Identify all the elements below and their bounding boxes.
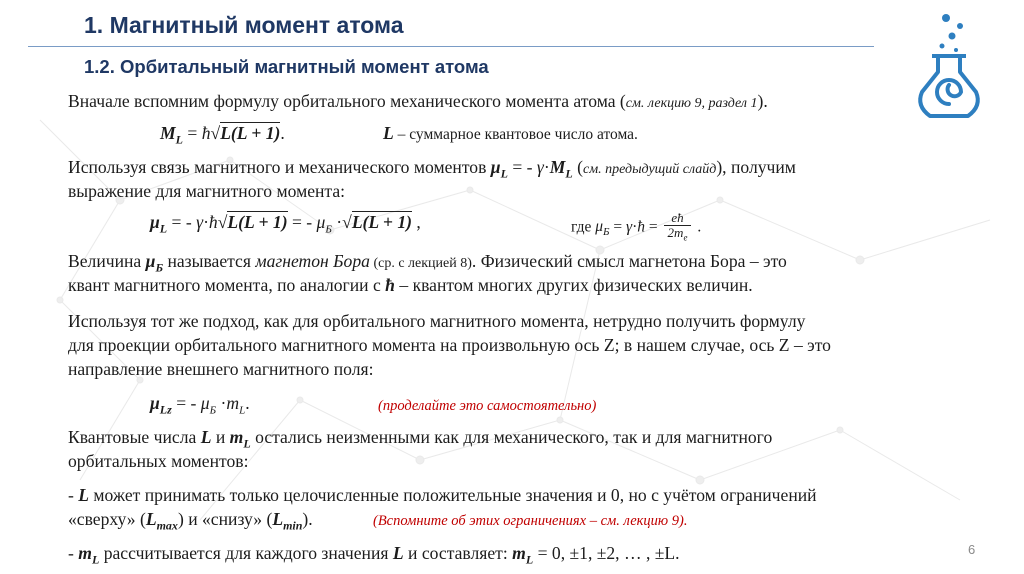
formula-mu-l: $\mu_L$ = - γ·ħ√L(L + 1) = - $\mu_Б \cdot√L(L + 1)$ , (150, 212, 421, 236)
bohr-magneton-line2: квант магнитного момента, по аналогии с ħ – квантом многих других физических величин. (68, 275, 753, 295)
bullet-ml-text-c: = 0, ±1, ±2, … , ±L. (533, 543, 680, 563)
intro-text: Вначале вспомним формулу орбитального механического момента атома ( (68, 91, 626, 111)
self-study-note: (проделайте это самостоятельно) (378, 398, 597, 414)
bullet-l-line: - L может принимать только целочисленные положительные значения и 0, но с учётом ограничений (68, 485, 817, 505)
bullet-l-dash: - (68, 485, 79, 505)
bullet-ml-dash: - (68, 543, 79, 563)
slide-subtitle: 1.2. Орбитальный магнитный момент атома (84, 56, 489, 77)
page-number: 6 (968, 542, 976, 557)
bullet-l-text: может принимать только целочисленные положительные значения и 0, но с учётом ограничений (89, 485, 817, 505)
bullet-ml-line: - $m_L$ рассчитывается для каждого значения L и составляет: $m_L = 0$, ±1, ±2, … , ±L. (68, 543, 680, 567)
using-relation-end: ), получим (716, 157, 796, 177)
bullet-l-line2-c: ). (302, 509, 313, 529)
bohr-line2-b: – квантом многих других физических величин. (394, 275, 753, 295)
quantum-text-b: и (211, 427, 230, 447)
title-divider (28, 46, 874, 47)
bullet-ml-text-b: и составляет: (403, 543, 513, 563)
quantum-text-c: остались неизменными как для механического, так и для магнитного (250, 427, 773, 447)
bullet-l-line2-b: ) и «снизу» ( (177, 509, 273, 529)
bullet-l-line2: «сверху» $(L_{max})$ и «снизу» $(L_{min})$. (68, 509, 313, 533)
quantum-text-a: Квантовые числа (68, 427, 201, 447)
limits-note: (Вспомните об этих ограничениях – см. лекцию 9). (373, 513, 688, 529)
bohr-line2-a: квант магнитного момента, по аналогии с (68, 275, 386, 295)
quantum-numbers-line: Квантовые числа L и $m_L$ остались неизменными как для механического, так и для магнитного (68, 427, 773, 451)
bohr-magneton-name: магнетон Бора (255, 251, 370, 271)
flask-logo-icon (912, 12, 986, 122)
bullet-ml-text-a: рассчитывается для каждого значения (99, 543, 393, 563)
formula-bohr-definition: где $\mu_Б$ = γ·ħ = $\frac{eħ}{2m_e}$ . (571, 210, 702, 243)
bohr-fraction: $\frac{eħ}{2m_e}$ (664, 211, 692, 245)
bohr-text-a: Величина (68, 251, 146, 271)
formula-mu-lz: $\mu_{Lz}$ = - $\mu_Б \cdot m_L$. (150, 393, 250, 417)
using-relation-reference: см. предыдущий слайд (582, 162, 717, 177)
formula-note-line: L – суммарное квантовое число атома. (383, 123, 638, 143)
bullet-l-line2-a: «сверху» ( (68, 509, 146, 529)
projection-line3: направление внешнего магнитного поля: (68, 359, 374, 379)
projection-line2: для проекции орбитального магнитного момента на произвольную ось Z; в нашем случае, ось Z – это (68, 335, 831, 355)
bohr-text-c: . Физический смысл магнетона Бора – это (471, 251, 787, 271)
formula-note: – суммарное квантовое число атома. (393, 126, 638, 143)
slide-title: 1. Магнитный момент атома (84, 12, 404, 38)
where-label: где (571, 218, 592, 236)
bohr-reference: (ср. с лекцией 8) (369, 256, 472, 271)
quantum-numbers-line2: орбитальных моментов: (68, 451, 249, 471)
using-relation-text: Используя связь магнитного и механического моментов (68, 157, 491, 177)
bohr-text-b: называется (163, 251, 256, 271)
formula-ml-mechanical: $M_L$ = ħ√L(L + 1). (160, 123, 285, 147)
bohr-magneton-line: Величина $\mu_Б$ называется магнетон Бора (ср. с лекцией 8). Физический смысл магнетона Бора – это (68, 251, 787, 275)
using-relation-line2: выражение для магнитного момента: (68, 181, 346, 201)
intro-end: ). (757, 91, 768, 111)
using-relation-line: Используя связь магнитного и механического моментов $\mu_L$ = - $\gamma\cdot M_L$ (см. предыдущий слайд), получим (68, 157, 796, 181)
projection-line1: Используя тот же подход, как для орбитального магнитного момента, нетрудно получить формулу (68, 311, 806, 331)
intro-line (68, 90, 768, 115)
intro-reference: см. лекцию 9, раздел 1 (625, 96, 758, 111)
